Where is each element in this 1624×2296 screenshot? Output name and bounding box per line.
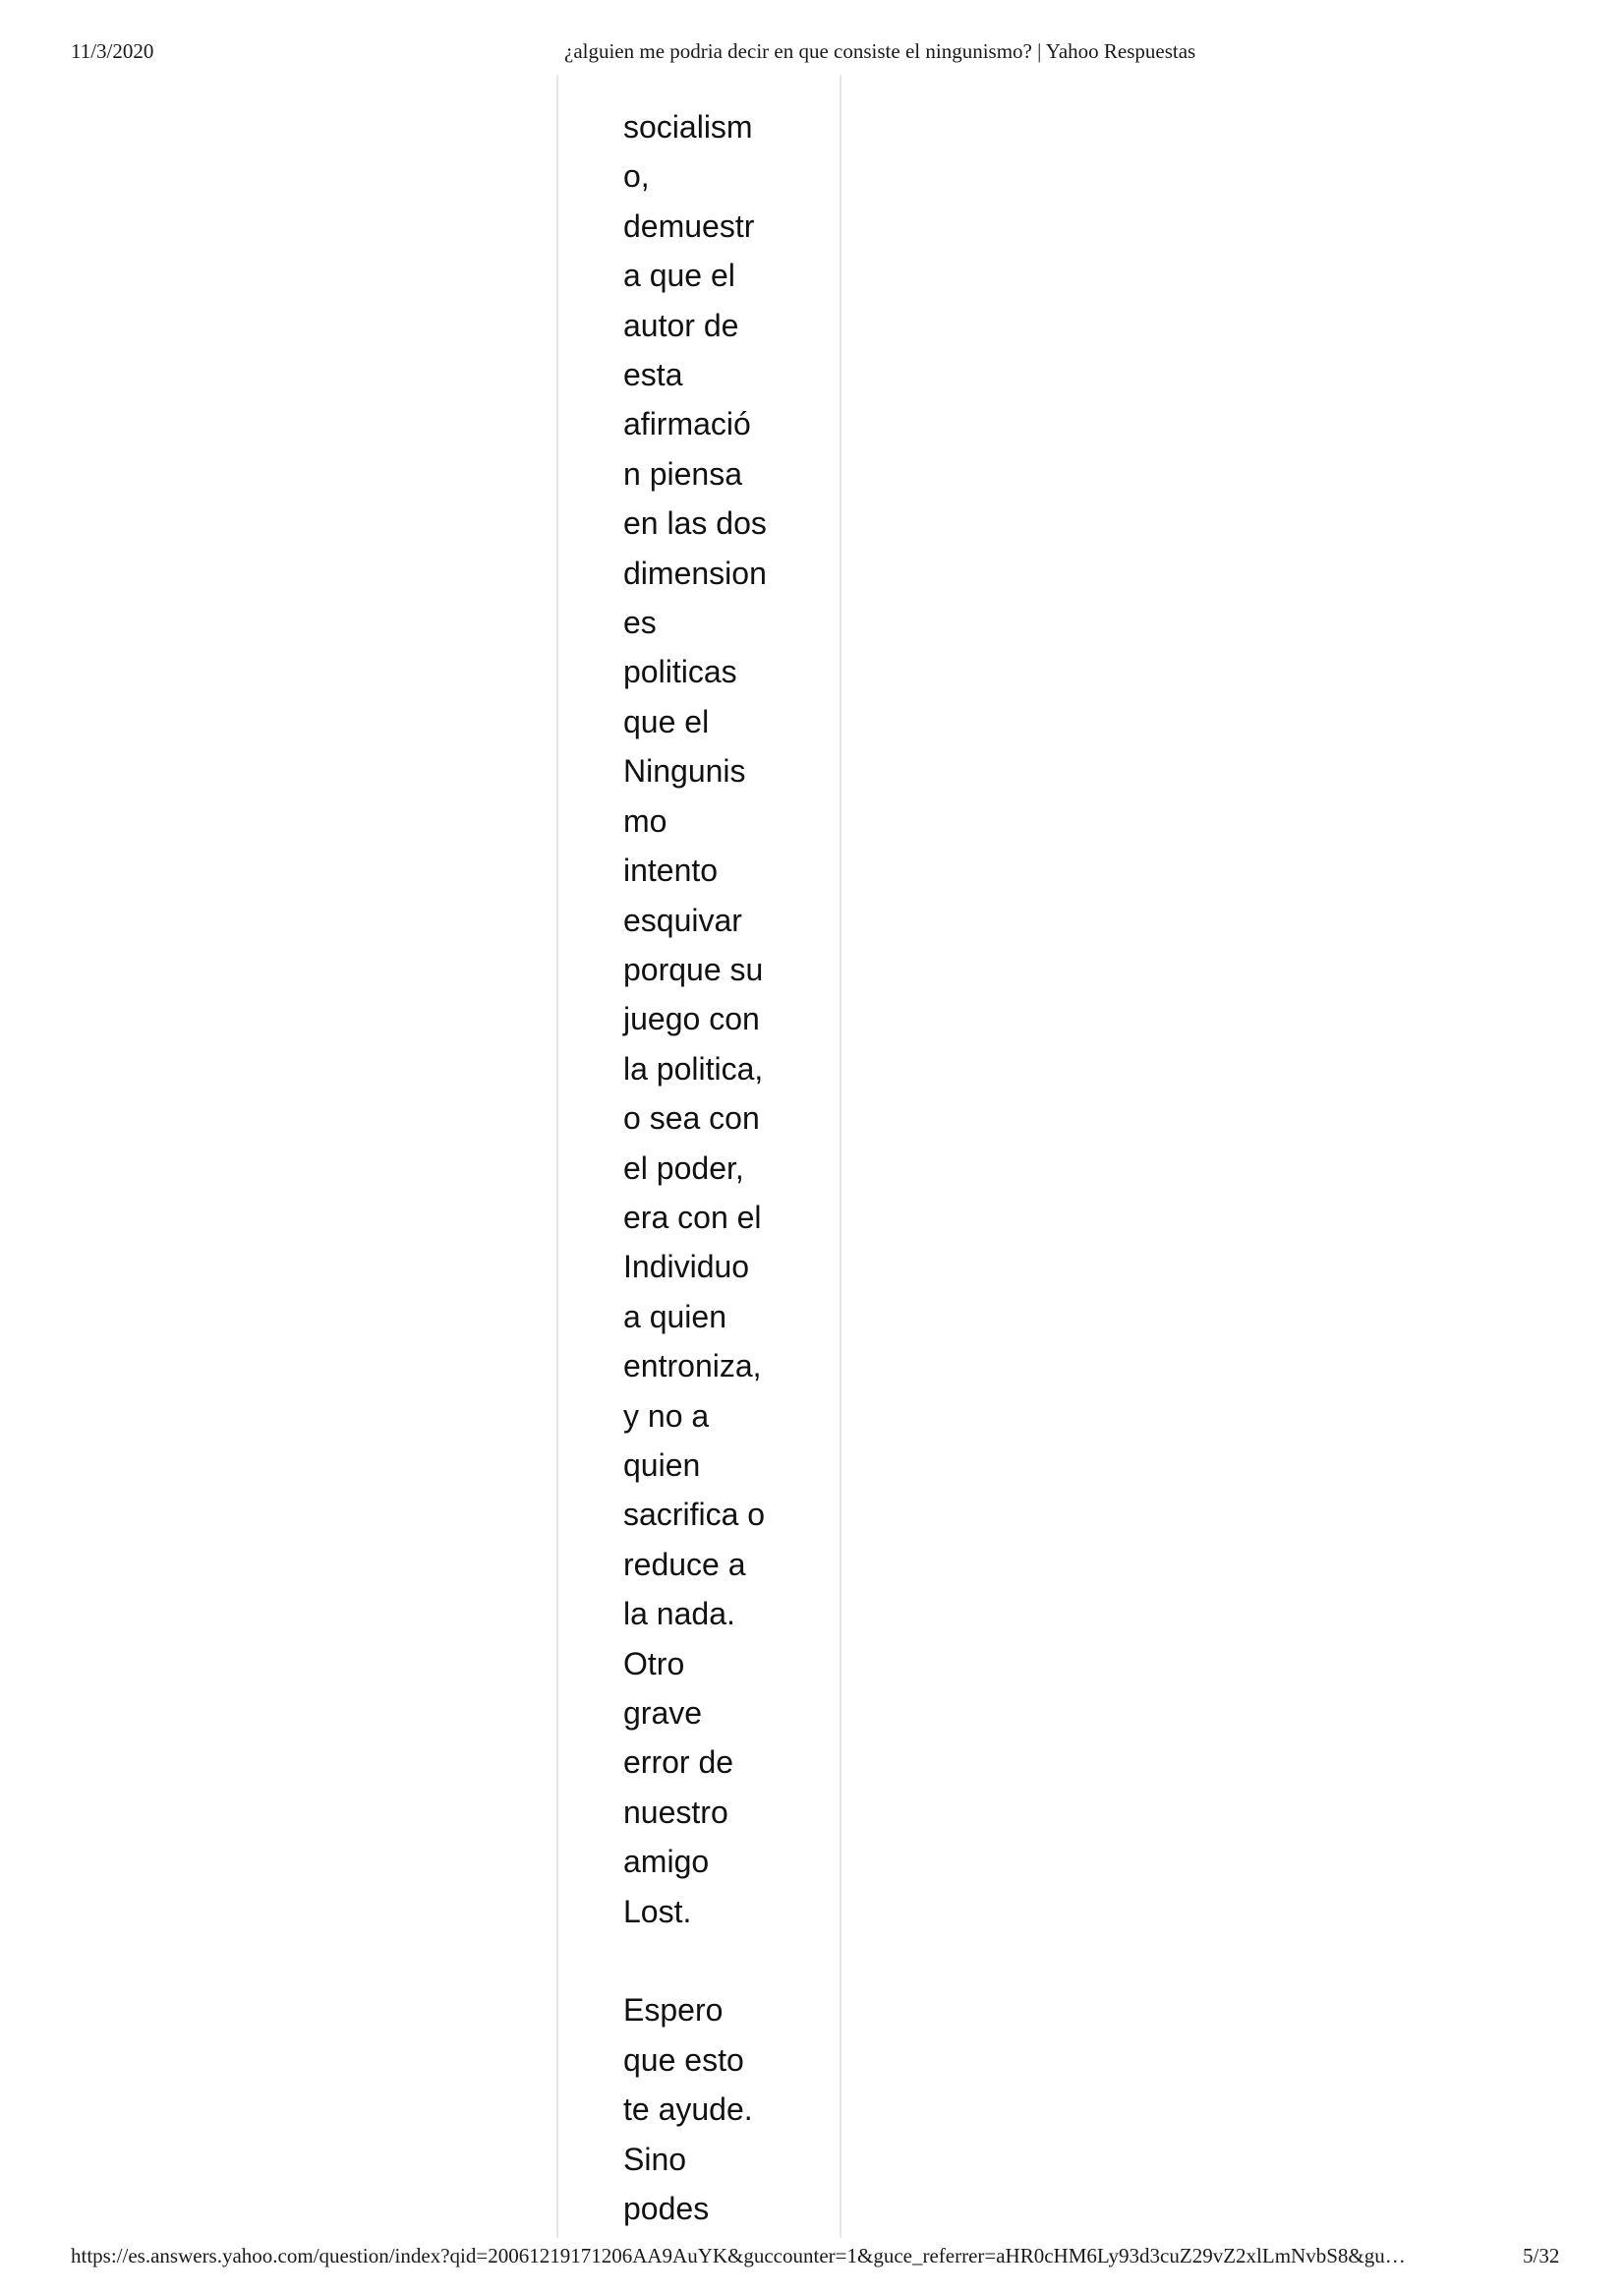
page-url: https://es.answers.yahoo.com/question/index?qid=20061219171206AA9AuYK&guccounter=1&guce_referrer=aHR0cHM6Ly93d3cuZ29vZ2xlLmNvbS8&gu… bbox=[71, 2244, 1406, 2267]
answer-text: socialism o, demuestr a que el autor de esta afirmació n piensa en las dos dimension es politicas que el Ningunis mo intento esquivar porque su juego con la politica, o sea con el poder, era con el Individuo a quien entroniza, y no a quien sacrifica o reduce a la nada. Otro grave error de nuestro amigo Lost. Espero que esto te ayude. Sino podes bbox=[623, 109, 767, 2227]
answer-column bbox=[556, 75, 841, 2238]
print-date: 11/3/2020 bbox=[71, 39, 154, 63]
print-header bbox=[0, 39, 1624, 69]
page-number: 5/32 bbox=[1523, 2244, 1560, 2267]
print-footer bbox=[0, 2244, 1624, 2273]
page-title: ¿alguien me podria decir en que consiste el ningunismo? | Yahoo Respuestas bbox=[564, 39, 1196, 63]
